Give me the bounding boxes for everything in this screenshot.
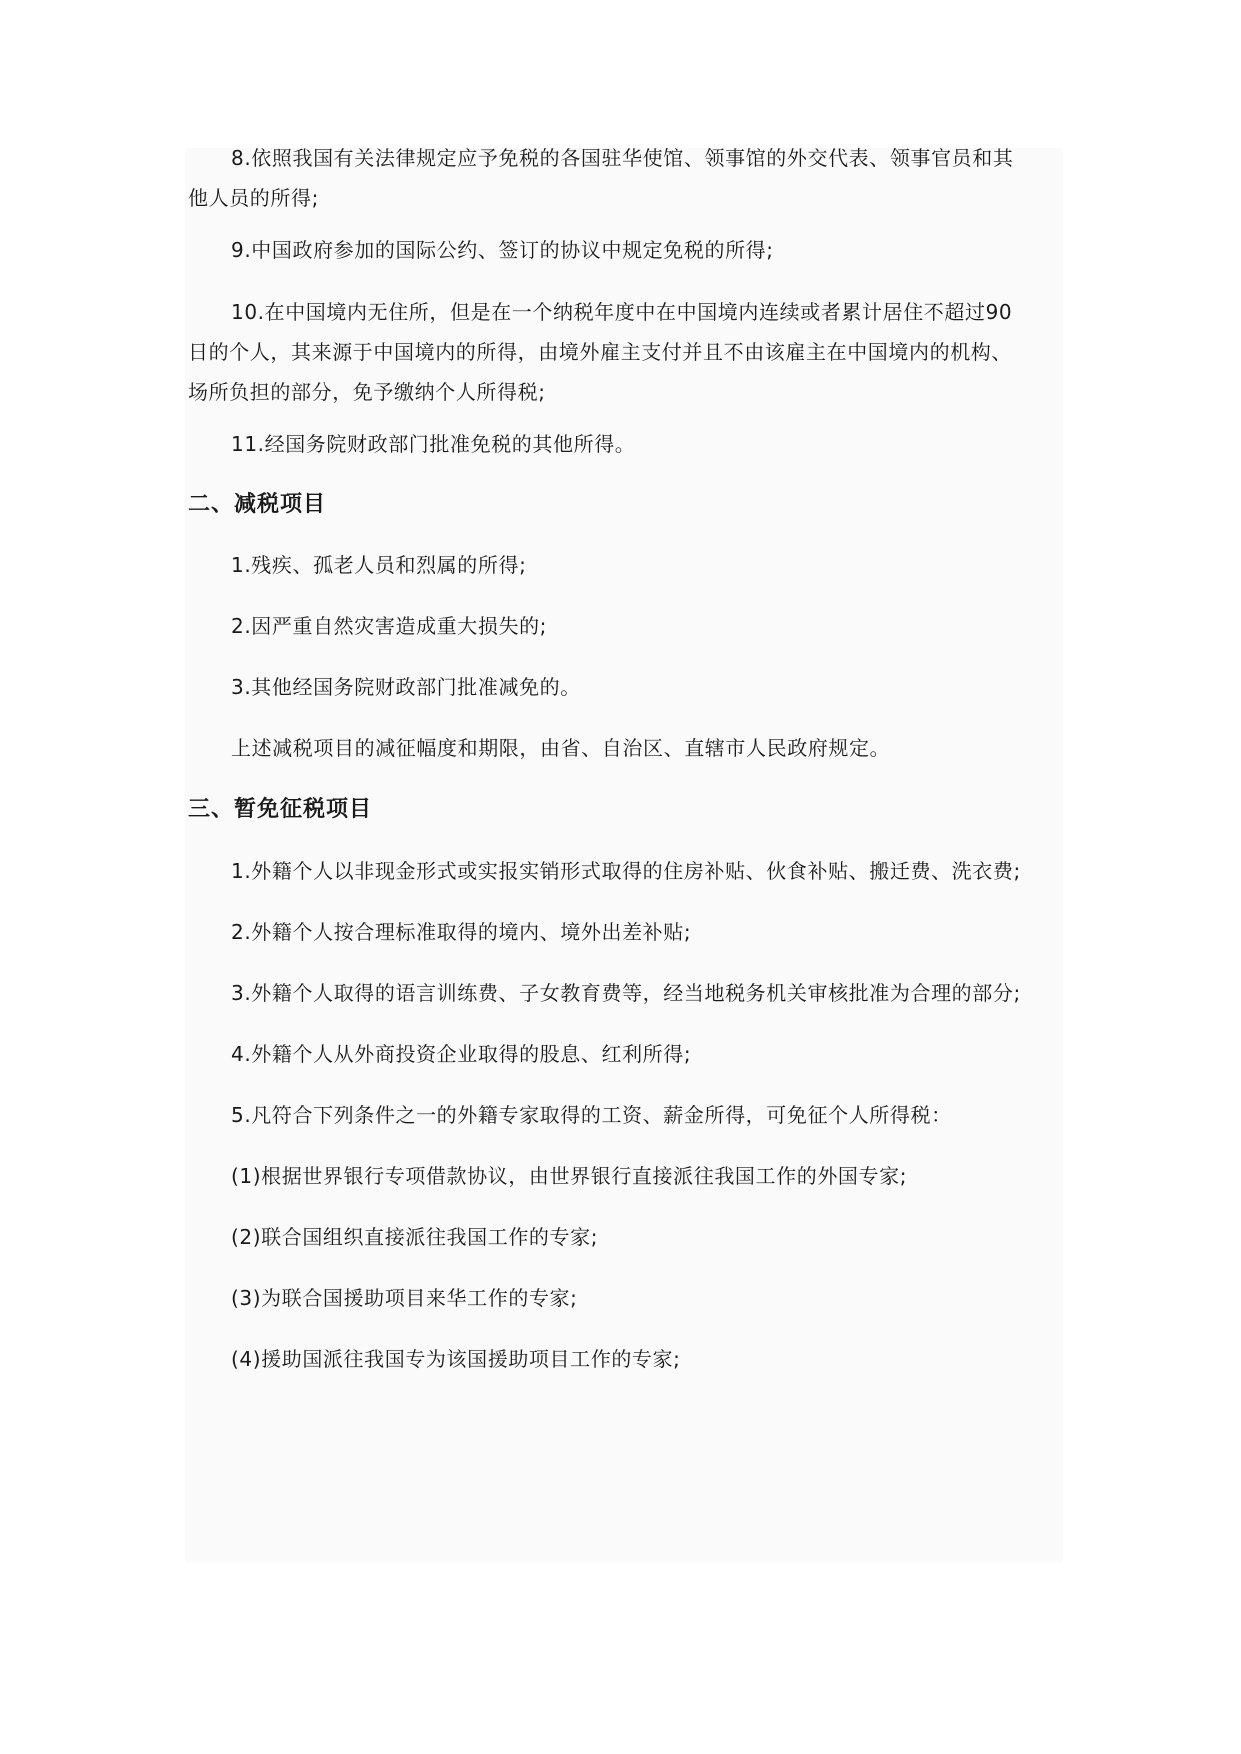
temporary-item-3-text: 3.外籍个人取得的语言训练费、子女教育费等，经当地税务机关审核批准为合理的部分; [231, 981, 1021, 1005]
reduction-item-2 [188, 606, 1060, 646]
exempt-item-9 [188, 230, 1060, 270]
section-temporary-heading: 三、暂免征税项目 [188, 797, 373, 822]
temporary-sub-item-1-text: (1)根据世界银行专项借款协议，由世界银行直接派往我国工作的外国专家; [231, 1164, 908, 1188]
reduction-item-1-text: 1.残疾、孤老人员和烈属的所得; [231, 553, 527, 577]
temporary-sub-item-3-text: (3)为联合国援助项目来华工作的专家; [231, 1286, 578, 1310]
temporary-item-3 [188, 973, 1060, 1013]
temporary-item-1-text: 1.外籍个人以非现金形式或实报实销形式取得的住房补贴、伙食补贴、搬迁费、洗衣费; [231, 859, 1021, 883]
section-reduction-heading: 二、减税项目 [188, 492, 327, 517]
temporary-sub-item-3 [188, 1278, 1060, 1318]
temporary-item-1 [188, 851, 1060, 891]
temporary-sub-item-4 [188, 1339, 1060, 1379]
reduction-item-3 [188, 667, 1060, 707]
temporary-sub-item-2 [188, 1217, 1060, 1257]
temporary-sub-item-2-text: (2)联合国组织直接派往我国工作的专家; [231, 1225, 599, 1249]
temporary-sub-item-4-text: (4)援助国派往我国专为该国援助项目工作的专家; [231, 1347, 681, 1371]
exempt-item-10-line-1: 10.在中国境内无住所，但是在一个纳税年度中在中国境内连续或者累计居住不超过90 [231, 300, 1013, 324]
exempt-item-8-line-1: 8.依照我国有关法律规定应予免税的各国驻华使馆、领事馆的外交代表、领事官员和其 [231, 146, 1014, 170]
temporary-item-2-text: 2.外籍个人按合理标准取得的境内、境外出差补贴; [231, 920, 692, 944]
exempt-item-8-line-2: 他人员的所得; [188, 186, 319, 210]
exempt-item-10 [188, 292, 1060, 412]
temporary-item-5-text: 5.凡符合下列条件之一的外籍专家取得的工资、薪金所得，可免征个人所得税： [231, 1103, 952, 1127]
exempt-item-8 [188, 138, 1060, 218]
temporary-item-4-text: 4.外籍个人从外商投资企业取得的股息、红利所得; [231, 1042, 692, 1066]
exempt-item-11 [188, 424, 1060, 464]
reduction-note-text: 上述减税项目的减征幅度和期限，由省、自治区、直辖市人民政府规定。 [231, 736, 891, 760]
reduction-item-2-text: 2.因严重自然灾害造成重大损失的; [231, 614, 548, 638]
reduction-item-1 [188, 545, 1060, 585]
exempt-item-11-line-1: 11.经国务院财政部门批准免税的其他所得。 [231, 432, 636, 456]
temporary-item-5 [188, 1095, 1060, 1135]
temporary-item-4 [188, 1034, 1060, 1074]
reduction-note [188, 728, 1060, 768]
exempt-item-9-line-1: 9.中国政府参加的国际公约、签订的协议中规定免税的所得; [231, 238, 774, 262]
temporary-sub-item-1 [188, 1156, 1060, 1196]
temporary-item-2 [188, 912, 1060, 952]
exempt-item-10-line-2: 日的个人，其来源于中国境内的所得，由境外雇主支付并且不由该雇主在中国境内的机构、 [188, 340, 1012, 364]
reduction-item-3-text: 3.其他经国务院财政部门批准减免的。 [231, 675, 581, 699]
exempt-item-10-line-3: 场所负担的部分，免予缴纳个人所得税; [188, 380, 546, 404]
